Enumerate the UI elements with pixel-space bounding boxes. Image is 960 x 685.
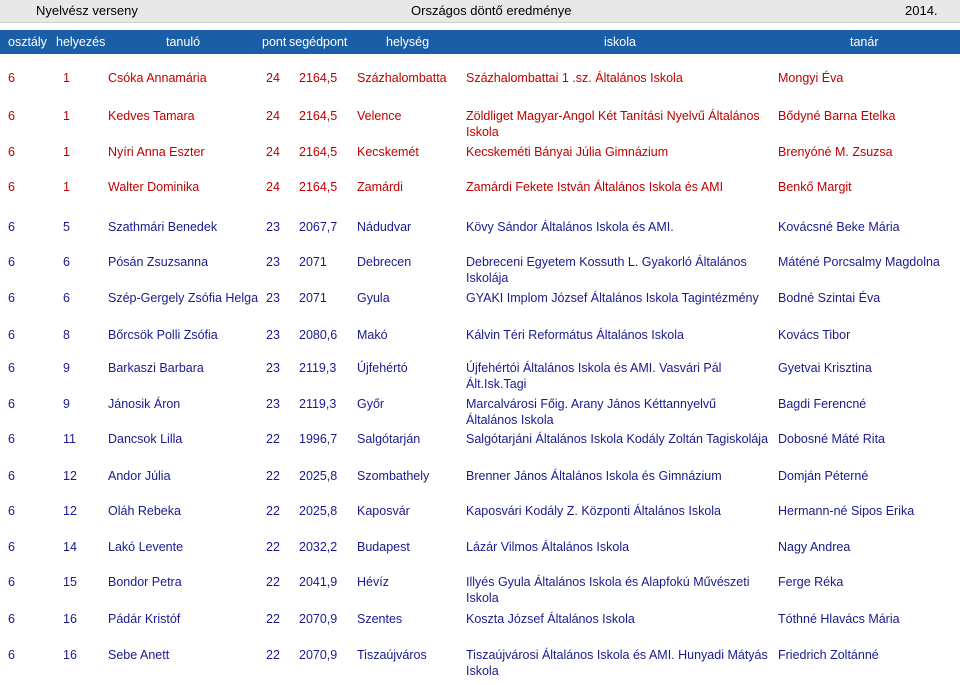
cell-segedpont: 2071 xyxy=(299,255,327,269)
cell-pont: 23 xyxy=(266,397,280,411)
cell-tanulo: Dancsok Lilla xyxy=(108,432,183,446)
cell-tanulo: Bondor Petra xyxy=(108,575,182,589)
cell-helyseg: Makó xyxy=(357,328,388,342)
cell-helyezes: 16 xyxy=(63,612,77,626)
cell-segedpont: 2164,5 xyxy=(299,145,338,159)
cell-iskola: Marcalvárosi Főig. Arany János Kéttannyelvű Általános Iskola xyxy=(466,397,717,427)
cell-segedpont: 2032,2 xyxy=(299,540,338,554)
cell-osztaly: 6 xyxy=(8,361,15,375)
cell-tanar: Bodné Szintai Éva xyxy=(778,291,881,305)
cell-helyseg: Hévíz xyxy=(357,575,389,589)
col-header-helyezes: helyezés xyxy=(56,35,106,49)
cell-tanar: Nagy Andrea xyxy=(778,540,851,554)
cell-osztaly: 6 xyxy=(8,469,15,483)
competition-title: Nyelvész verseny xyxy=(36,3,138,18)
cell-tanulo: Pádár Kristóf xyxy=(108,612,181,626)
cell-osztaly: 6 xyxy=(8,540,15,554)
cell-tanulo: Jánosik Áron xyxy=(108,397,181,411)
cell-tanulo: Andor Júlia xyxy=(108,469,171,483)
cell-helyseg: Százhalombatta xyxy=(357,71,447,85)
cell-segedpont: 2071 xyxy=(299,291,327,305)
cell-segedpont: 2119,3 xyxy=(299,361,337,375)
col-header-tanar: tanár xyxy=(850,35,879,49)
cell-tanar: Benkő Margit xyxy=(778,180,852,194)
cell-osztaly: 6 xyxy=(8,71,15,85)
cell-segedpont: 2070,9 xyxy=(299,612,338,626)
cell-helyseg: Szentes xyxy=(357,612,403,626)
cell-tanulo: Oláh Rebeka xyxy=(108,504,181,518)
cell-osztaly: 6 xyxy=(8,575,15,589)
results-title: Országos döntő eredménye xyxy=(411,3,572,18)
cell-helyezes: 9 xyxy=(63,361,70,375)
cell-pont: 22 xyxy=(266,612,280,626)
cell-helyseg: Zamárdi xyxy=(357,180,403,194)
cell-tanar: Tóthné Hlavács Mária xyxy=(778,612,900,626)
cell-tanar: Dobosné Máté Rita xyxy=(778,432,886,446)
top-bar xyxy=(0,0,960,23)
cell-tanar: Ferge Réka xyxy=(778,575,844,589)
cell-tanulo: Sebe Anett xyxy=(108,648,170,662)
cell-iskola: GYAKI Implom József Általános Iskola Tagintézmény xyxy=(466,291,759,305)
cell-pont: 24 xyxy=(266,109,280,123)
cell-iskola: Lázár Vilmos Általános Iskola xyxy=(466,540,630,554)
cell-tanar: Mongyi Éva xyxy=(778,71,844,85)
cell-segedpont: 2164,5 xyxy=(299,71,338,85)
cell-iskola: Kecskeméti Bányai Júlia Gimnázium xyxy=(466,145,669,159)
cell-tanulo: Szép-Gergely Zsófia Helga xyxy=(108,291,259,305)
cell-osztaly: 6 xyxy=(8,291,15,305)
cell-osztaly: 6 xyxy=(8,432,15,446)
cell-helyezes: 15 xyxy=(63,575,77,589)
cell-tanulo: Pósán Zsuzsanna xyxy=(108,255,209,269)
cell-iskola: Zöldliget Magyar-Angol Két Tanítási Nyelvű Általános Iskola xyxy=(466,109,760,139)
cell-tanulo: Walter Dominika xyxy=(108,180,200,194)
cell-helyseg: Debrecen xyxy=(357,255,412,269)
cell-tanulo: Barkaszi Barbara xyxy=(108,361,204,375)
cell-iskola: Debreceni Egyetem Kossuth L. Gyakorló Általános Iskolája xyxy=(466,255,747,285)
cell-pont: 23 xyxy=(266,220,280,234)
cell-osztaly: 6 xyxy=(8,220,15,234)
cell-segedpont: 2025,8 xyxy=(299,504,338,518)
cell-osztaly: 6 xyxy=(8,180,15,194)
cell-osztaly: 6 xyxy=(8,109,15,123)
cell-segedpont: 2070,9 xyxy=(299,648,338,662)
cell-osztaly: 6 xyxy=(8,145,15,159)
cell-helyseg: Nádudvar xyxy=(357,220,412,234)
cell-iskola: Újfehértói Általános Iskola és AMI. Vasvári Pál Ált.Isk.Tagi xyxy=(466,361,722,391)
cell-tanulo: Nyíri Anna Eszter xyxy=(108,145,205,159)
cell-segedpont: 2067,7 xyxy=(299,220,338,234)
col-header-osztaly: osztály xyxy=(8,35,47,49)
cell-helyseg: Újfehértó xyxy=(357,361,408,375)
cell-helyezes: 14 xyxy=(63,540,77,554)
cell-helyezes: 16 xyxy=(63,648,77,662)
cell-pont: 23 xyxy=(266,361,280,375)
cell-pont: 22 xyxy=(266,575,280,589)
cell-iskola: Kálvin Téri Református Általános Iskola xyxy=(466,328,684,342)
cell-osztaly: 6 xyxy=(8,612,15,626)
cell-helyezes: 1 xyxy=(63,180,70,194)
cell-helyezes: 11 xyxy=(63,432,76,446)
col-header-iskola: iskola xyxy=(604,35,636,49)
cell-helyezes: 12 xyxy=(63,469,77,483)
cell-helyseg: Kecskemét xyxy=(357,145,419,159)
cell-iskola: Kövy Sándor Általános Iskola és AMI. xyxy=(466,220,674,234)
cell-tanar: Friedrich Zoltánné xyxy=(778,648,879,662)
cell-helyezes: 6 xyxy=(63,255,70,269)
cell-tanar: Domján Péterné xyxy=(778,469,869,483)
col-header-segedpont: segédpont xyxy=(289,35,348,49)
cell-pont: 22 xyxy=(266,648,280,662)
cell-helyezes: 1 xyxy=(63,145,70,159)
cell-tanar: Bődyné Barna Etelka xyxy=(778,109,896,123)
cell-pont: 22 xyxy=(266,540,280,554)
cell-osztaly: 6 xyxy=(8,255,15,269)
cell-segedpont: 2041,9 xyxy=(299,575,338,589)
cell-tanar: Hermann-né Sipos Erika xyxy=(778,504,915,518)
cell-segedpont: 2164,5 xyxy=(299,109,338,123)
cell-pont: 24 xyxy=(266,180,280,194)
cell-osztaly: 6 xyxy=(8,504,15,518)
cell-helyseg: Kaposvár xyxy=(357,504,410,518)
cell-helyseg: Szombathely xyxy=(357,469,430,483)
cell-osztaly: 6 xyxy=(8,328,15,342)
cell-helyseg: Győr xyxy=(357,397,385,411)
cell-osztaly: 6 xyxy=(8,397,15,411)
cell-helyezes: 12 xyxy=(63,504,77,518)
cell-pont: 22 xyxy=(266,504,280,518)
cell-iskola: Illyés Gyula Általános Iskola és Alapfokú Művészeti Iskola xyxy=(466,575,750,605)
cell-pont: 24 xyxy=(266,71,280,85)
cell-helyezes: 5 xyxy=(63,220,70,234)
cell-segedpont: 2164,5 xyxy=(299,180,338,194)
year-label: 2014. xyxy=(905,3,938,18)
cell-iskola: Zamárdi Fekete István Általános Iskola és AMI xyxy=(466,180,724,194)
cell-tanar: Máténé Porcsalmy Magdolna xyxy=(778,255,940,269)
cell-tanulo: Kedves Tamara xyxy=(108,109,195,123)
cell-tanar: Gyetvai Krisztina xyxy=(778,361,872,375)
cell-pont: 22 xyxy=(266,432,280,446)
cell-helyseg: Velence xyxy=(357,109,402,123)
cell-iskola: Koszta József Általános Iskola xyxy=(466,612,635,626)
col-header-tanulo: tanuló xyxy=(166,35,201,49)
cell-pont: 23 xyxy=(266,255,280,269)
cell-helyezes: 8 xyxy=(63,328,70,342)
cell-pont: 24 xyxy=(266,145,280,159)
cell-tanar: Bagdi Ferencné xyxy=(778,397,867,411)
cell-helyezes: 1 xyxy=(63,71,70,85)
cell-helyezes: 9 xyxy=(63,397,70,411)
cell-osztaly: 6 xyxy=(8,648,15,662)
cell-segedpont: 2080,6 xyxy=(299,328,338,342)
cell-helyseg: Gyula xyxy=(357,291,390,305)
cell-helyseg: Budapest xyxy=(357,540,410,554)
cell-pont: 23 xyxy=(266,328,280,342)
cell-iskola: Kaposvári Kodály Z. Központi Általános Iskola xyxy=(466,504,721,518)
column-header-row xyxy=(0,30,960,54)
cell-iskola: Salgótarjáni Általános Iskola Kodály Zoltán Tagiskolája xyxy=(466,432,769,446)
cell-helyezes: 6 xyxy=(63,291,70,305)
cell-tanar: Kovács Tibor xyxy=(778,328,851,342)
cell-tanulo: Csóka Annamária xyxy=(108,71,207,85)
cell-tanar: Brenyóné M. Zsuzsa xyxy=(778,145,893,159)
cell-iskola: Tiszaújvárosi Általános Iskola és AMI. Hunyadi Mátyás Iskola xyxy=(466,648,768,678)
col-header-pont: pont xyxy=(262,35,287,49)
col-header-helyseg: helység xyxy=(386,35,430,49)
cell-tanulo: Bőrcsök Polli Zsófia xyxy=(108,328,218,342)
cell-pont: 23 xyxy=(266,291,280,305)
cell-helyseg: Salgótarján xyxy=(357,432,421,446)
cell-pont: 22 xyxy=(266,469,280,483)
cell-iskola: Brenner János Általános Iskola és Gimnázium xyxy=(466,469,722,483)
cell-segedpont: 2025,8 xyxy=(299,469,338,483)
cell-segedpont: 2119,3 xyxy=(299,397,337,411)
cell-helyseg: Tiszaújváros xyxy=(357,648,427,662)
cell-tanulo: Szathmári Benedek xyxy=(108,220,218,234)
cell-tanar: Kovácsné Beke Mária xyxy=(778,220,900,234)
cell-segedpont: 1996,7 xyxy=(299,432,338,446)
cell-tanulo: Lakó Levente xyxy=(108,540,184,554)
cell-helyezes: 1 xyxy=(63,109,70,123)
cell-iskola: Százhalombattai 1 .sz. Általános Iskola xyxy=(466,71,683,85)
